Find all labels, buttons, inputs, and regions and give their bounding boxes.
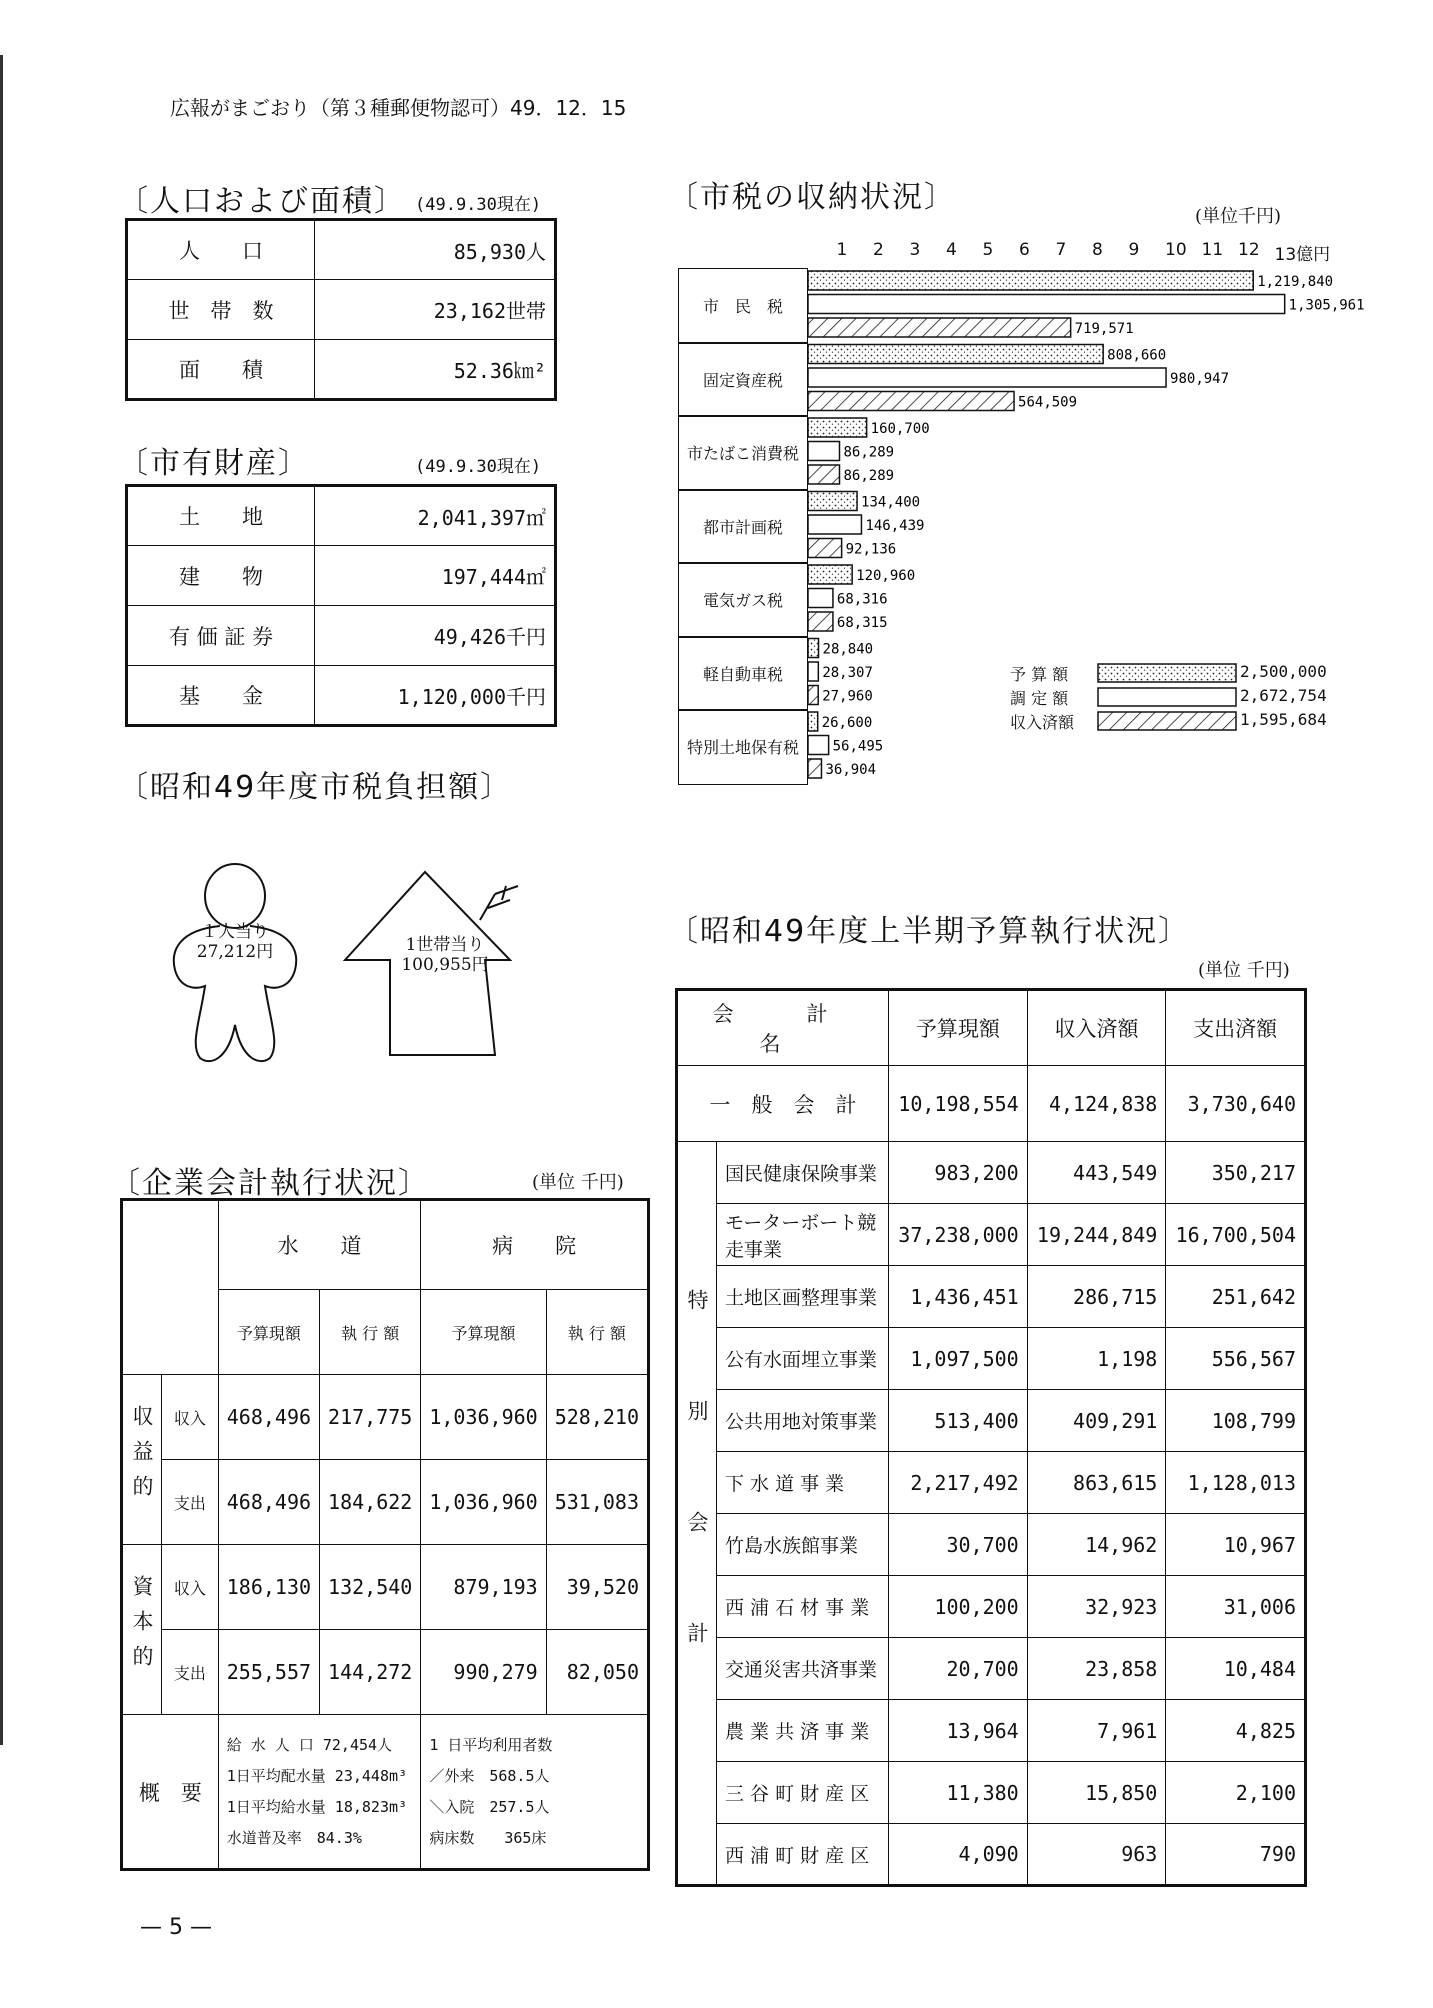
tax-category-name: 特別土地保有税: [686, 738, 799, 758]
per-household-text: 1世帯当り: [405, 935, 485, 955]
cell: 286,715: [1027, 1266, 1166, 1328]
account-name: 農 業 共 済 事 業: [717, 1700, 889, 1762]
table-row: [677, 1142, 1306, 1204]
row-label: 人 口: [127, 220, 315, 280]
table-row: [677, 990, 1306, 1066]
tax-tick-label: 11: [1201, 240, 1224, 260]
cell: 528,210: [546, 1375, 648, 1460]
cell: 790: [1166, 1824, 1306, 1886]
tax-tick-label: 10: [1165, 240, 1187, 260]
cell: 4,825: [1166, 1700, 1306, 1762]
row-value: 197,444㎡: [315, 546, 556, 606]
cell: 39,520: [546, 1545, 648, 1630]
assessed-bar: [808, 515, 861, 534]
assessed-bar: [808, 368, 1166, 387]
cell: 350,217: [1166, 1142, 1306, 1204]
tax-unit: (単位千円): [1195, 206, 1282, 227]
legend-value: 1,595,684: [1240, 710, 1327, 729]
tax-category-name: 電気ガス税: [702, 591, 783, 611]
budget-bar: [808, 639, 819, 658]
assessed-bar: [808, 662, 818, 681]
tax-category-name: 市 民 税: [702, 297, 783, 317]
cell: 19,244,849: [1027, 1204, 1166, 1266]
bar-value-label: 28,840: [822, 641, 874, 658]
population-title: 〔人口および面積〕: [118, 184, 406, 219]
budget-bar: [808, 418, 867, 437]
cell: 10,198,554: [889, 1066, 1028, 1142]
row-label: 収入: [162, 1375, 219, 1460]
table-row: [677, 1762, 1306, 1824]
bar-value-label: 86,289: [843, 444, 895, 461]
account-name: 竹島水族館事業: [717, 1514, 889, 1576]
property-date: (49.9.30現在): [415, 457, 542, 477]
cell: 1,036,960: [421, 1375, 546, 1460]
row-label: 有 価 証 券: [127, 606, 315, 666]
collected-bar: [808, 465, 839, 484]
cell: 863,615: [1027, 1452, 1166, 1514]
bar-value-label: 808,660: [1107, 347, 1167, 364]
tax-tick-label: 4: [946, 240, 957, 260]
table-row: [677, 1700, 1306, 1762]
cell: 1,036,960: [421, 1460, 546, 1545]
collected-bar: [808, 539, 842, 558]
population-date: (49.9.30現在): [415, 195, 542, 215]
bar-value-label: 134,400: [861, 494, 921, 511]
assessed-bar: [808, 589, 833, 608]
row-value: 2,041,397㎡: [315, 486, 556, 546]
table-row: [122, 1545, 649, 1630]
cell: 20,700: [889, 1638, 1028, 1700]
budget-table: [675, 988, 1307, 1887]
cell: 468,496: [218, 1460, 319, 1545]
table-row: [122, 1715, 649, 1870]
row-label: 土 地: [127, 486, 315, 546]
budget-bar: [808, 271, 1253, 290]
tax-tick-label: 13億円: [1274, 245, 1331, 265]
cell: 7,961: [1027, 1700, 1166, 1762]
bar-value-label: 28,307: [822, 665, 873, 681]
revenue-group-label: [122, 1375, 162, 1545]
tax-tick-label: 6: [1019, 240, 1030, 260]
account-name: 三 谷 町 財 産 区: [717, 1762, 889, 1824]
cell: 31,006: [1166, 1576, 1306, 1638]
legend-value: 2,672,754: [1240, 686, 1327, 705]
legend-value: 2,500,000: [1240, 662, 1327, 681]
header-budget: 予算現額: [889, 990, 1028, 1066]
per-person-text: １人当り: [201, 922, 269, 942]
per-household-label: [375, 935, 515, 975]
water-exec-header: 執 行 額: [320, 1290, 421, 1375]
tax-tick-label: 5: [982, 240, 994, 260]
tax-tick-label: 12: [1238, 240, 1260, 260]
row-value: 49,426千円: [315, 606, 556, 666]
cell: 14,962: [1027, 1514, 1166, 1576]
legend-label: 収入済額: [1010, 713, 1075, 732]
cell: 10,484: [1166, 1638, 1306, 1700]
account-name: 国民健康保険事業: [717, 1142, 889, 1204]
collected-bar: [808, 612, 833, 631]
water-note: 水道普及率 84.3%: [226, 1828, 362, 1847]
hospital-note: 病床数 365床: [429, 1828, 547, 1847]
row-label: 支出: [162, 1630, 219, 1715]
cell: 13,964: [889, 1700, 1028, 1762]
tax-tick-label: 8: [1092, 240, 1103, 260]
budget-bar: [808, 712, 818, 731]
page-header: 広報がまごおり（第３種郵便物認可）49．12．15: [170, 96, 627, 120]
cell: 990,279: [421, 1630, 546, 1715]
assessed-bar: [808, 736, 829, 755]
bar-value-label: 68,316: [836, 591, 888, 608]
table-row: [677, 1204, 1306, 1266]
capital-group-text: 資本的: [130, 1574, 154, 1680]
hospital-exec-header: 執 行 額: [546, 1290, 648, 1375]
table-row: [122, 1375, 649, 1460]
cell: 144,272: [320, 1630, 421, 1715]
bar-value-label: 26,600: [821, 715, 873, 731]
row-label: 世 帯 数: [127, 280, 315, 340]
bar-value-label: 719,571: [1074, 321, 1134, 337]
row-value: 1,120,000千円: [315, 666, 556, 726]
tax-category-name: 市たばこ消費税: [686, 444, 799, 464]
bar-value-label: 1,219,840: [1257, 274, 1334, 290]
assessed-bar: [808, 442, 839, 461]
tax-tick-label: 9: [1128, 240, 1140, 260]
cell: 4,124,838: [1027, 1066, 1166, 1142]
collected-bar: [808, 318, 1071, 337]
collected-bar: [808, 686, 818, 705]
table-row: [677, 1576, 1306, 1638]
bar-value-label: 160,700: [870, 421, 930, 437]
tax-tick-label: 2: [873, 240, 884, 260]
account-name: 西 浦 町 財 産 区: [717, 1824, 889, 1886]
cell: 82,050: [546, 1630, 648, 1715]
table-row: [122, 1200, 649, 1290]
tax-tick-label: 1: [836, 240, 848, 260]
enterprise-table: [120, 1198, 650, 1871]
cell: 255,557: [218, 1630, 319, 1715]
table-row: [677, 1390, 1306, 1452]
account-name: 公共用地対策事業: [717, 1390, 889, 1452]
special-account-group: [677, 1142, 717, 1886]
tax-tick-label: 3: [909, 240, 921, 260]
water-note: 給 水 人 口 72,454人: [226, 1735, 393, 1754]
cell: 184,622: [320, 1460, 421, 1545]
header-account: 会 計 名: [677, 990, 889, 1066]
account-name: モーターボート競走事業: [717, 1204, 889, 1266]
hospital-note: ＼入院 257.5人: [429, 1797, 550, 1816]
legend-label: 予 算 額: [1010, 665, 1069, 684]
account-name: 交通災害共済事業: [717, 1638, 889, 1700]
cell: 11,380: [889, 1762, 1028, 1824]
per-person-amount: 27,212円: [196, 942, 274, 962]
revenue-group-text: 収益的: [130, 1404, 154, 1510]
legend-label: 調 定 額: [1010, 689, 1069, 708]
cell: 2,100: [1166, 1762, 1306, 1824]
cell: 10,967: [1166, 1514, 1306, 1576]
collected-bar: [808, 759, 821, 778]
account-name: 土地区画整理事業: [717, 1266, 889, 1328]
cell: 217,775: [320, 1375, 421, 1460]
row-value: 23,162世帯: [315, 280, 556, 340]
per-person-label: [165, 922, 305, 962]
budget-bar: [808, 345, 1103, 364]
bar-value-label: 56,495: [832, 738, 884, 755]
cell: 3,730,640: [1166, 1066, 1306, 1142]
water-budget-header: 予算現額: [218, 1290, 319, 1375]
water-note: 1日平均給水量 18,823m³: [226, 1797, 408, 1816]
row-value: 52.36㎞²: [315, 340, 556, 400]
header-expense: 支出済額: [1166, 990, 1306, 1066]
cell: 531,083: [546, 1460, 648, 1545]
hospital-summary: [421, 1715, 649, 1870]
summary-label: 概 要: [122, 1715, 219, 1870]
corner-cell: [122, 1200, 219, 1375]
legend-swatch: [1098, 664, 1236, 682]
cell: 443,549: [1027, 1142, 1166, 1204]
table-row: [677, 1514, 1306, 1576]
tax-title: 〔市税の収納状況〕: [668, 180, 956, 215]
bar-value-label: 92,136: [845, 541, 897, 558]
row-label: 支出: [162, 1460, 219, 1545]
antenna-icon: [480, 886, 518, 920]
bar-value-label: 564,509: [1018, 394, 1078, 411]
budget-title: 〔昭和49年度上半期予算執行状況〕: [668, 914, 1191, 949]
budget-bar: [808, 565, 852, 584]
bar-value-label: 146,439: [865, 518, 925, 534]
hospital-header: 病 院: [421, 1200, 649, 1290]
water-summary: [218, 1715, 421, 1870]
table-row: [122, 1460, 649, 1545]
cell: 556,567: [1166, 1328, 1306, 1390]
water-header: 水 道: [218, 1200, 421, 1290]
page-number: — 5 —: [140, 1915, 212, 1940]
cell: 186,130: [218, 1545, 319, 1630]
bar-value-label: 980,947: [1170, 371, 1230, 387]
special-account-label: 特別会計: [685, 1288, 709, 1733]
cell: 132,540: [320, 1545, 421, 1630]
cell: 879,193: [421, 1545, 546, 1630]
budget-unit: (単位 千円): [1198, 960, 1290, 981]
table-row: [677, 1638, 1306, 1700]
cell: 963: [1027, 1824, 1166, 1886]
cell: 23,858: [1027, 1638, 1166, 1700]
row-label: 収入: [162, 1545, 219, 1630]
hospital-budget-header: 予算現額: [421, 1290, 546, 1375]
cell: 1,198: [1027, 1328, 1166, 1390]
property-title: 〔市有財産〕: [118, 446, 310, 481]
tax-category-name: 都市計画税: [702, 517, 783, 537]
bar-value-label: 68,315: [836, 615, 888, 631]
tax-category-name: 固定資産税: [702, 370, 783, 390]
tax-chart: [0, 0, 1433, 800]
collected-bar: [808, 392, 1014, 411]
cell: 30,700: [889, 1514, 1028, 1576]
account-name: 公有水面埋立事業: [717, 1328, 889, 1390]
hospital-note: ／外来 568.5人: [429, 1766, 550, 1785]
cell: 100,200: [889, 1576, 1028, 1638]
cell: 1,097,500: [889, 1328, 1028, 1390]
bar-value-label: 1,305,961: [1288, 297, 1365, 314]
bar-value-label: 27,960: [822, 688, 873, 705]
header-income: 収入済額: [1027, 990, 1166, 1066]
table-row: [677, 1328, 1306, 1390]
cell: 108,799: [1166, 1390, 1306, 1452]
account-name: 下 水 道 事 業: [717, 1452, 889, 1514]
cell: 4,090: [889, 1824, 1028, 1886]
row-label: 面 積: [127, 340, 315, 400]
table-row: [677, 1266, 1306, 1328]
cell: 16,700,504: [1166, 1204, 1306, 1266]
cell: 2,217,492: [889, 1452, 1028, 1514]
burden-title: 〔昭和49年度市税負担額〕: [118, 770, 513, 805]
tax-tick-label: 7: [1055, 240, 1067, 260]
table-row: [677, 1452, 1306, 1514]
budget-bar: [808, 492, 857, 511]
cell: 468,496: [218, 1375, 319, 1460]
per-household-amount: 100,955円: [401, 955, 489, 975]
cell: 409,291: [1027, 1390, 1166, 1452]
row-label: 建 物: [127, 546, 315, 606]
capital-group-label: [122, 1545, 162, 1715]
person-head-icon: [205, 864, 265, 928]
water-note: 1日平均配水量 23,448m³: [226, 1766, 408, 1785]
cell: 251,642: [1166, 1266, 1306, 1328]
table-row: [122, 1630, 649, 1715]
cell: 513,400: [889, 1390, 1028, 1452]
table-row: [677, 1066, 1306, 1142]
legend-swatch: [1098, 688, 1236, 706]
bar-value-label: 36,904: [825, 762, 877, 778]
legend-swatch: [1098, 712, 1236, 730]
bar-value-label: 86,289: [843, 468, 895, 484]
cell: 37,238,000: [889, 1204, 1028, 1266]
general-account-label: 一 般 会 計: [677, 1066, 889, 1142]
cell: 983,200: [889, 1142, 1028, 1204]
table-row: [677, 1824, 1306, 1886]
cell: 1,128,013: [1166, 1452, 1306, 1514]
row-label: 基 金: [127, 666, 315, 726]
account-name: 西 浦 石 材 事 業: [717, 1576, 889, 1638]
bar-value-label: 120,960: [856, 568, 916, 584]
cell: 32,923: [1027, 1576, 1166, 1638]
assessed-bar: [808, 295, 1285, 314]
cell: 1,436,451: [889, 1266, 1028, 1328]
row-value: 85,930人: [315, 220, 556, 280]
tax-category-name: 軽自動車税: [702, 664, 783, 684]
enterprise-unit: (単位 千円): [532, 1172, 624, 1193]
cell: 15,850: [1027, 1762, 1166, 1824]
hospital-note: 1 日平均利用者数: [429, 1735, 553, 1754]
enterprise-title: 〔企業会計執行状況〕: [110, 1166, 430, 1201]
